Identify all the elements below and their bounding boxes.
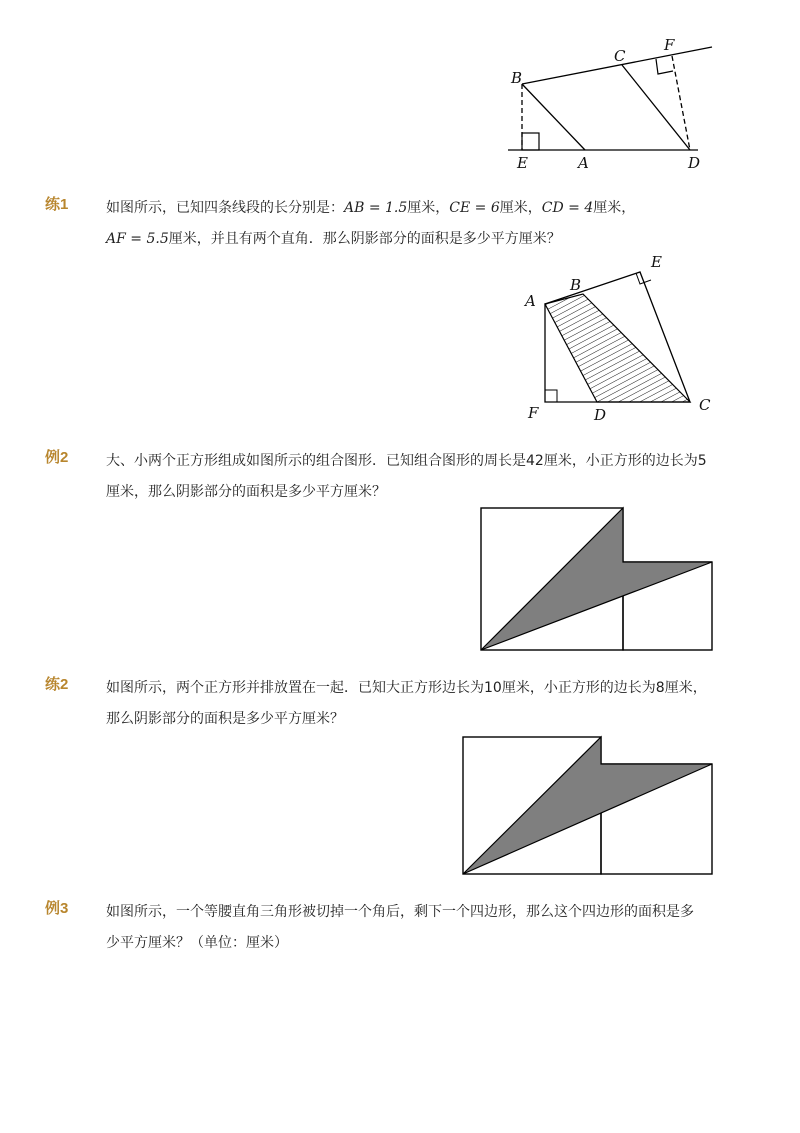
label-C: C bbox=[699, 396, 711, 414]
figure-top-trapezoid bbox=[500, 36, 720, 172]
text-segment: 厘米， bbox=[499, 200, 542, 216]
text-line bbox=[106, 928, 718, 959]
problem-tag: 练2 bbox=[45, 676, 69, 693]
problem-tag: 练1 bbox=[45, 196, 69, 213]
math-expression: CD = 4 bbox=[541, 200, 594, 216]
label-B: B bbox=[570, 276, 582, 294]
problem-text bbox=[106, 897, 718, 959]
text-segment: 厘米， bbox=[407, 200, 450, 216]
text-segment: 大、小两个正方形组成如图所示的组合图形．已知组合图形的周长是42厘米，小正方形的边长为5 bbox=[106, 453, 707, 469]
label-A: A bbox=[525, 292, 536, 310]
label-D: D bbox=[594, 406, 607, 424]
text-segment: 如图所示，已知四条线段的长分别是： bbox=[106, 200, 344, 216]
text-segment: 如图所示，一个等腰直角三角形被切掉一个角后，剩下一个四边形，那么这个四边形的面积是多 bbox=[106, 904, 694, 920]
label-C: C bbox=[614, 47, 626, 65]
text-segment: 厘米，并且有两个直角．那么阴影部分的面积是多少平方厘米？ bbox=[168, 231, 561, 247]
text-line bbox=[106, 673, 718, 704]
text-line bbox=[106, 446, 718, 477]
math-expression: AF = 5.5 bbox=[106, 231, 169, 247]
text-line bbox=[106, 193, 718, 224]
text-segment: 少平方厘米？（单位：厘米） bbox=[106, 935, 288, 951]
text-segment: 如图所示，两个正方形并排放置在一起．已知大正方形边长为10厘米，小正方形的边长为8厘米， bbox=[106, 680, 707, 696]
problem-tag: 例2 bbox=[45, 449, 69, 466]
problem-text bbox=[106, 446, 718, 508]
figure-lian1-shaded-triangle bbox=[515, 250, 730, 430]
text-segment: 厘米， bbox=[593, 200, 636, 216]
text-segment: 厘米，那么阴影部分的面积是多少平方厘米？ bbox=[106, 484, 386, 500]
problem-text bbox=[106, 193, 718, 255]
text-line bbox=[106, 897, 718, 928]
label-F: F bbox=[528, 404, 539, 422]
math-expression: CE = 6 bbox=[449, 200, 500, 216]
label-B: B bbox=[511, 69, 523, 87]
label-E: E bbox=[651, 253, 662, 271]
math-expression: AB = 1.5 bbox=[344, 200, 408, 216]
problem-tag: 例3 bbox=[45, 900, 69, 917]
label-D: D bbox=[688, 154, 701, 172]
label-E: E bbox=[517, 154, 528, 172]
text-segment: 那么阴影部分的面积是多少平方厘米？ bbox=[106, 711, 344, 727]
figure-li2-two-squares bbox=[475, 502, 720, 657]
label-F: F bbox=[664, 36, 675, 54]
label-A: A bbox=[578, 154, 589, 172]
problem-text bbox=[106, 673, 718, 735]
figure-lian2-two-squares bbox=[457, 731, 719, 881]
